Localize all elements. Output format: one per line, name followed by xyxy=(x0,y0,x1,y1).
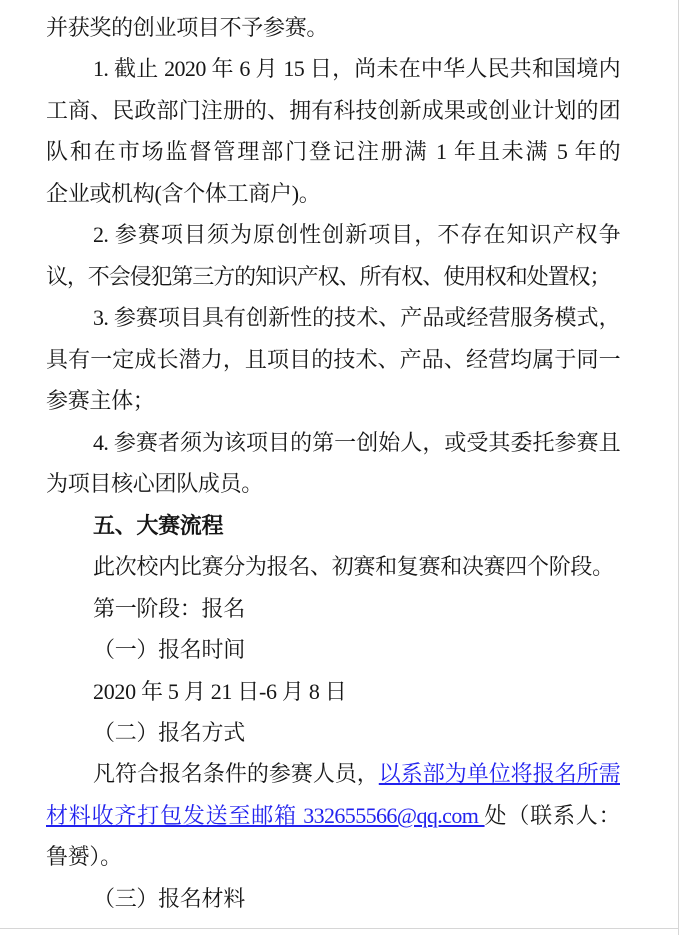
item-2-line-2: 议，不会侵犯第三方的知识产权、所有权、使用权和处置权； xyxy=(46,263,611,289)
signup-method-heading: （二）报名方式 xyxy=(93,719,245,745)
signup-method-line-1 xyxy=(46,753,620,794)
stage-1-title: 第一阶段：报名 xyxy=(93,595,245,621)
signup-email-link[interactable]: 材料收齐打包发送至邮箱 332655566@qq.com xyxy=(46,802,485,828)
item-3-line-3: 参赛主体； xyxy=(46,388,155,414)
item-3-line-2: 具有一定成长潜力，且项目的技术、产品、经营均属于同一 xyxy=(46,346,620,372)
item-3-line-1: 3. 参赛项目具有创新性的技术、产品或经营服务模式， xyxy=(93,305,620,331)
signup-time-heading: （一）报名时间 xyxy=(93,637,245,663)
item-1-line-1: 1. 截止 2020 年 6 月 15 日，尚未在中华人民共和国境内 xyxy=(93,56,620,82)
item-1-line-4: 企业或机构(含个体工商户)。 xyxy=(46,180,321,206)
signup-instructions-link[interactable]: 以系部为单位将报名所需 xyxy=(378,761,620,787)
item-2-line-1: 2. 参赛项目须为原创性创新项目，不存在知识产权争 xyxy=(93,222,620,248)
signup-contact-text: 处（联系人： xyxy=(484,802,620,828)
document-content xyxy=(46,7,620,919)
item-4-line-1: 4. 参赛者须为该项目的第一创始人，或受其委托参赛且 xyxy=(93,429,620,455)
signup-date-range: 2020 年 5 月 21 日-6 月 8 日 xyxy=(93,678,347,704)
signup-method-line-2 xyxy=(46,795,620,836)
item-1-line-2: 工商、民政部门注册的、拥有科技创新成果或创业计划的团 xyxy=(46,97,620,123)
section-5-heading: 五、大赛流程 xyxy=(93,512,224,538)
signup-method-text: 凡符合报名条件的参赛人员， xyxy=(93,761,379,787)
signup-contact-tail: 鲁赟）。 xyxy=(46,844,122,870)
para-prior-award-exclusion: 并获奖的创业项目不予参赛。 xyxy=(46,15,329,40)
signup-materials-heading: （三）报名材料 xyxy=(93,885,245,911)
page-bottom-edge xyxy=(0,928,678,929)
item-4-line-2: 为项目核心团队成员。 xyxy=(46,471,264,497)
item-1-line-3: 队和在市场监督管理部门登记注册满 1 年且未满 5 年的 xyxy=(46,139,620,165)
stages-overview: 此次校内比赛分为报名、初赛和复赛和决赛四个阶段。 xyxy=(93,554,614,580)
